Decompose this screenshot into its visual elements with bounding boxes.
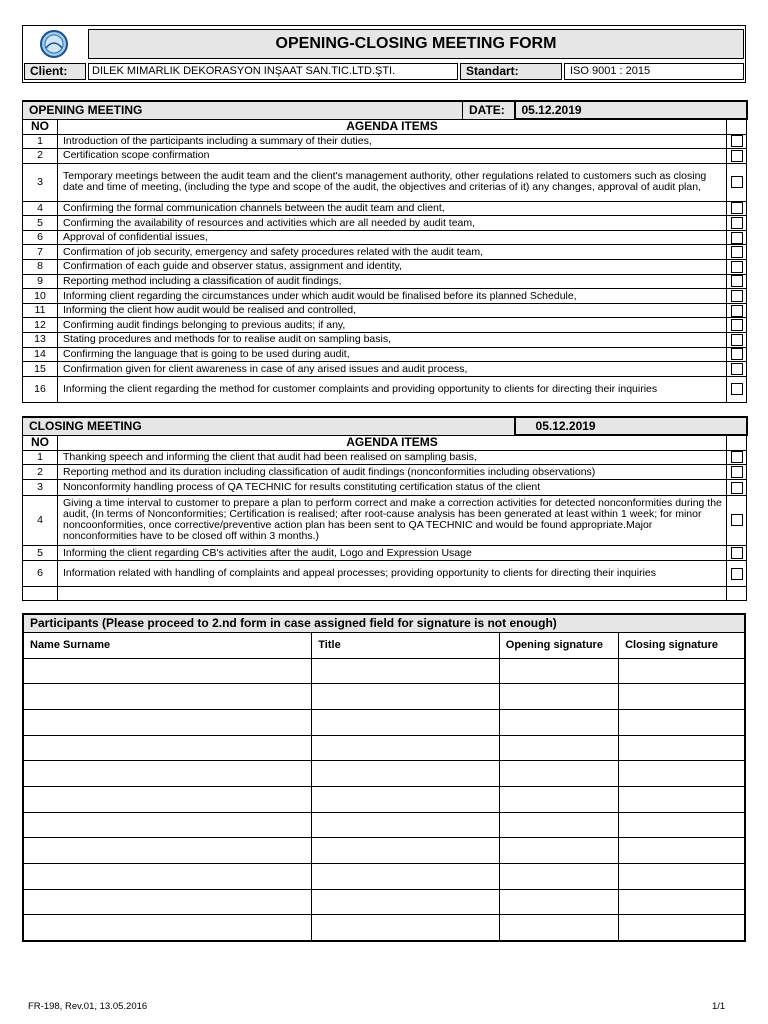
agenda-checkbox[interactable] xyxy=(731,363,743,375)
agenda-row xyxy=(23,289,747,304)
agenda-row xyxy=(23,450,747,465)
agenda-checkbox-cell xyxy=(727,561,747,587)
agenda-item-number: 6 xyxy=(23,230,58,245)
agenda-item-text: Temporary meetings between the audit team and the client's management authority, other regulations related to customers such as closing date and time of meeting, (including the type and scope of the audit, the objectives and criterias of it) any changes, approval of audit plan, xyxy=(58,163,727,201)
opening-meeting-title: OPENING MEETING xyxy=(23,101,463,119)
agenda-item-text: Informing client regarding the circumstances under which audit would be finalised before its planned Schedule, xyxy=(58,289,727,304)
participant-row xyxy=(23,864,745,890)
agenda-item-text: Approval of confidential issues, xyxy=(58,230,727,245)
agenda-row xyxy=(23,376,747,402)
agenda-checkbox-cell xyxy=(727,545,747,560)
opening-signature-field[interactable] xyxy=(499,735,618,761)
agenda-item-number: 1 xyxy=(23,134,58,149)
agenda-item-number: 16 xyxy=(23,376,58,402)
col-name-surname: Name Surname xyxy=(23,632,312,658)
col-check xyxy=(727,435,747,450)
client-label: Client: xyxy=(24,63,86,80)
agenda-item-text: Informing the client regarding the method for customer complaints and providing opportunity to clients for directing their inquiries xyxy=(58,376,727,402)
closing-meeting-title: CLOSING MEETING xyxy=(23,417,515,435)
agenda-item-text: Confirming the availability of resources and activities which are all needed by audit team, xyxy=(58,216,727,231)
form-title: OPENING-CLOSING MEETING FORM xyxy=(88,29,744,59)
closing-date-value[interactable]: 05.12.2019 xyxy=(515,417,747,435)
agenda-item-number: 13 xyxy=(23,333,58,348)
agenda-item-text: Confirmation of job security, emergency and safety procedures related with the audit team, xyxy=(58,245,727,260)
standard-value: ISO 9001 : 2015 xyxy=(564,63,744,80)
closing-signature-field[interactable] xyxy=(619,709,745,735)
name-field[interactable] xyxy=(23,915,312,941)
agenda-row xyxy=(23,274,747,289)
agenda-item-text: Nonconformity handling process of QA TECHNIC for results constituting certification status of the client xyxy=(58,480,727,495)
agenda-item-number: 11 xyxy=(23,303,58,318)
agenda-checkbox-cell xyxy=(727,289,747,304)
agenda-item-text: Giving a time interval to customer to prepare a plan to perform correct and make a correction activities for detected nonconformities during the audit, (In terms of Nonconformities; Certification is realised; after root-cause analysis has been generated at least within 1 week; for minor noncoonformities, once corrective/preventive action plan has been sent to QA TECHNIC and would be found appropriate.Major nonconformities have to be closed off within 3 months.) xyxy=(58,495,727,545)
empty-cell xyxy=(23,587,58,601)
col-agenda-items: AGENDA ITEMS xyxy=(58,119,727,134)
participant-row xyxy=(23,761,745,787)
agenda-item-number: 4 xyxy=(23,201,58,216)
opening-signature-field[interactable] xyxy=(499,684,618,710)
agenda-checkbox-cell xyxy=(727,347,747,362)
agenda-checkbox[interactable] xyxy=(731,514,743,526)
opening-signature-field[interactable] xyxy=(499,889,618,915)
opening-signature-field[interactable] xyxy=(499,709,618,735)
agenda-checkbox[interactable] xyxy=(731,482,743,494)
agenda-checkbox[interactable] xyxy=(731,202,743,214)
agenda-item-number: 12 xyxy=(23,318,58,333)
agenda-row xyxy=(23,362,747,377)
closing-signature-field[interactable] xyxy=(619,658,745,684)
empty-cell xyxy=(727,587,747,601)
agenda-row xyxy=(23,245,747,260)
opening-signature-field[interactable] xyxy=(499,915,618,941)
agenda-checkbox-cell xyxy=(727,362,747,377)
agenda-item-text: Reporting method and its duration including classification of audit findings (nonconformities including observations) xyxy=(58,465,727,480)
agenda-row xyxy=(23,347,747,362)
title-field[interactable] xyxy=(312,915,500,941)
agenda-checkbox[interactable] xyxy=(731,275,743,287)
agenda-item-number: 6 xyxy=(23,561,58,587)
closing-meeting-table xyxy=(22,416,748,601)
agenda-checkbox-cell xyxy=(727,149,747,164)
agenda-item-number: 10 xyxy=(23,289,58,304)
col-closing-signature: Closing signature xyxy=(619,632,745,658)
title-field[interactable] xyxy=(312,812,500,838)
agenda-checkbox-cell xyxy=(727,230,747,245)
agenda-row xyxy=(23,561,747,587)
agenda-checkbox[interactable] xyxy=(731,319,743,331)
agenda-checkbox-cell xyxy=(727,480,747,495)
opening-meeting-table xyxy=(22,100,748,403)
participant-row xyxy=(23,709,745,735)
agenda-row xyxy=(23,230,747,245)
closing-signature-field[interactable] xyxy=(619,915,745,941)
agenda-checkbox-cell xyxy=(727,216,747,231)
agenda-checkbox-cell xyxy=(727,303,747,318)
opening-signature-field[interactable] xyxy=(499,812,618,838)
agenda-checkbox[interactable] xyxy=(731,150,743,162)
name-field[interactable] xyxy=(23,709,312,735)
name-field[interactable] xyxy=(23,761,312,787)
title-field[interactable] xyxy=(312,709,500,735)
opening-signature-field[interactable] xyxy=(499,786,618,812)
agenda-checkbox[interactable] xyxy=(731,135,743,147)
agenda-checkbox-cell xyxy=(727,274,747,289)
agenda-item-text: Confirming audit findings belonging to previous audits; if any, xyxy=(58,318,727,333)
title-field[interactable] xyxy=(312,786,500,812)
participant-row xyxy=(23,658,745,684)
agenda-checkbox-cell xyxy=(727,163,747,201)
agenda-checkbox[interactable] xyxy=(731,305,743,317)
closing-signature-field[interactable] xyxy=(619,684,745,710)
agenda-checkbox-cell xyxy=(727,260,747,275)
agenda-checkbox-cell xyxy=(727,318,747,333)
agenda-checkbox-cell xyxy=(727,376,747,402)
agenda-item-text: Introduction of the participants including a summary of their duties, xyxy=(58,134,727,149)
agenda-item-number: 5 xyxy=(23,545,58,560)
agenda-item-text: Thanking speech and informing the client that audit had been realised on sampling basis, xyxy=(58,450,727,465)
agenda-checkbox-cell xyxy=(727,450,747,465)
agenda-item-text: Confirming the formal communication channels between the audit team and client, xyxy=(58,201,727,216)
agenda-checkbox[interactable] xyxy=(731,246,743,258)
agenda-checkbox-cell xyxy=(727,201,747,216)
agenda-row xyxy=(23,149,747,164)
agenda-checkbox[interactable] xyxy=(731,261,743,273)
company-logo xyxy=(24,28,84,60)
agenda-checkbox-cell xyxy=(727,465,747,480)
agenda-checkbox[interactable] xyxy=(731,232,743,244)
agenda-item-text: Informing the client regarding CB's activities after the audit, Logo and Expression Usage xyxy=(58,545,727,560)
closing-signature-field[interactable] xyxy=(619,786,745,812)
title-field[interactable] xyxy=(312,889,500,915)
participant-row xyxy=(23,915,745,941)
agenda-item-number: 3 xyxy=(23,163,58,201)
agenda-row xyxy=(23,465,747,480)
col-no: NO xyxy=(23,435,58,450)
participant-row xyxy=(23,889,745,915)
col-no: NO xyxy=(23,119,58,134)
agenda-checkbox[interactable] xyxy=(731,466,743,478)
closing-signature-field[interactable] xyxy=(619,864,745,890)
agenda-row xyxy=(23,260,747,275)
standard-label: Standart: xyxy=(460,63,562,80)
agenda-item-number: 9 xyxy=(23,274,58,289)
name-field[interactable] xyxy=(23,864,312,890)
agenda-row xyxy=(23,216,747,231)
participant-row xyxy=(23,735,745,761)
agenda-checkbox[interactable] xyxy=(731,334,743,346)
name-field[interactable] xyxy=(23,658,312,684)
agenda-item-number: 15 xyxy=(23,362,58,377)
name-field[interactable] xyxy=(23,684,312,710)
agenda-empty-row xyxy=(23,587,747,601)
agenda-row xyxy=(23,303,747,318)
agenda-row xyxy=(23,333,747,348)
opening-signature-field[interactable] xyxy=(499,658,618,684)
agenda-item-text: Certification scope confirmation xyxy=(58,149,727,164)
name-field[interactable] xyxy=(23,889,312,915)
agenda-item-number: 3 xyxy=(23,480,58,495)
agenda-row xyxy=(23,545,747,560)
closing-signature-field[interactable] xyxy=(619,761,745,787)
agenda-item-number: 5 xyxy=(23,216,58,231)
closing-signature-field[interactable] xyxy=(619,889,745,915)
agenda-checkbox-cell xyxy=(727,495,747,545)
agenda-row xyxy=(23,163,747,201)
name-field[interactable] xyxy=(23,735,312,761)
agenda-item-number: 4 xyxy=(23,495,58,545)
participant-row xyxy=(23,684,745,710)
opening-date-label: DATE: xyxy=(463,101,515,119)
participant-row xyxy=(23,812,745,838)
agenda-checkbox[interactable] xyxy=(731,176,743,188)
agenda-item-text: Reporting method including a classification of audit findings, xyxy=(58,274,727,289)
page-number: 1/1 xyxy=(712,1001,726,1012)
participants-table xyxy=(22,613,746,942)
agenda-item-text: Stating procedures and methods for to realise audit on sampling basis, xyxy=(58,333,727,348)
agenda-checkbox[interactable] xyxy=(731,451,743,463)
title-field[interactable] xyxy=(312,658,500,684)
agenda-item-text: Confirmation of each guide and observer status, assignment and identity, xyxy=(58,260,727,275)
opening-signature-field[interactable] xyxy=(499,864,618,890)
empty-cell xyxy=(58,587,727,601)
agenda-row xyxy=(23,201,747,216)
form-code: FR-198, Rev.01, 13.05.2016 xyxy=(28,1001,148,1012)
title-field[interactable] xyxy=(312,761,500,787)
agenda-row xyxy=(23,495,747,545)
closing-signature-field[interactable] xyxy=(619,735,745,761)
agenda-checkbox-cell xyxy=(727,245,747,260)
name-field[interactable] xyxy=(23,812,312,838)
agenda-row xyxy=(23,318,747,333)
agenda-item-number: 14 xyxy=(23,347,58,362)
agenda-item-number: 1 xyxy=(23,450,58,465)
closing-signature-field[interactable] xyxy=(619,812,745,838)
agenda-checkbox-cell xyxy=(727,333,747,348)
agenda-item-number: 7 xyxy=(23,245,58,260)
title-field[interactable] xyxy=(312,838,500,864)
title-field[interactable] xyxy=(312,735,500,761)
agenda-item-text: Informing the client how audit would be realised and controlled, xyxy=(58,303,727,318)
participant-row xyxy=(23,838,745,864)
agenda-checkbox[interactable] xyxy=(731,547,743,559)
participant-row xyxy=(23,786,745,812)
participants-title: Participants (Please proceed to 2.nd form in case assigned field for signature is not enough) xyxy=(23,614,745,632)
agenda-row xyxy=(23,134,747,149)
opening-date-value[interactable]: 05.12.2019 xyxy=(515,101,747,119)
name-field[interactable] xyxy=(23,838,312,864)
agenda-checkbox[interactable] xyxy=(731,217,743,229)
agenda-checkbox[interactable] xyxy=(731,290,743,302)
client-value: DILEK MIMARLIK DEKORASYON INŞAAT SAN.TIC.LTD.ŞTI. xyxy=(88,63,458,80)
agenda-item-text: Confirmation given for client awareness in case of any arised issues and audit process, xyxy=(58,362,727,377)
opening-signature-field[interactable] xyxy=(499,761,618,787)
col-title: Title xyxy=(312,632,500,658)
agenda-item-text: Information related with handling of complaints and appeal processes; providing opportunity to clients for directing their inquiries xyxy=(58,561,727,587)
agenda-checkbox[interactable] xyxy=(731,568,743,580)
title-field[interactable] xyxy=(312,864,500,890)
agenda-item-text: Confirming the language that is going to be used during audit, xyxy=(58,347,727,362)
agenda-row xyxy=(23,480,747,495)
title-field[interactable] xyxy=(312,684,500,710)
closing-signature-field[interactable] xyxy=(619,838,745,864)
name-field[interactable] xyxy=(23,786,312,812)
agenda-checkbox-cell xyxy=(727,134,747,149)
col-agenda-items: AGENDA ITEMS xyxy=(58,435,727,450)
agenda-checkbox[interactable] xyxy=(731,383,743,395)
col-check xyxy=(727,119,747,134)
agenda-item-number: 2 xyxy=(23,149,58,164)
agenda-item-number: 2 xyxy=(23,465,58,480)
opening-signature-field[interactable] xyxy=(499,838,618,864)
agenda-checkbox[interactable] xyxy=(731,348,743,360)
col-opening-signature: Opening signature xyxy=(499,632,618,658)
agenda-item-number: 8 xyxy=(23,260,58,275)
